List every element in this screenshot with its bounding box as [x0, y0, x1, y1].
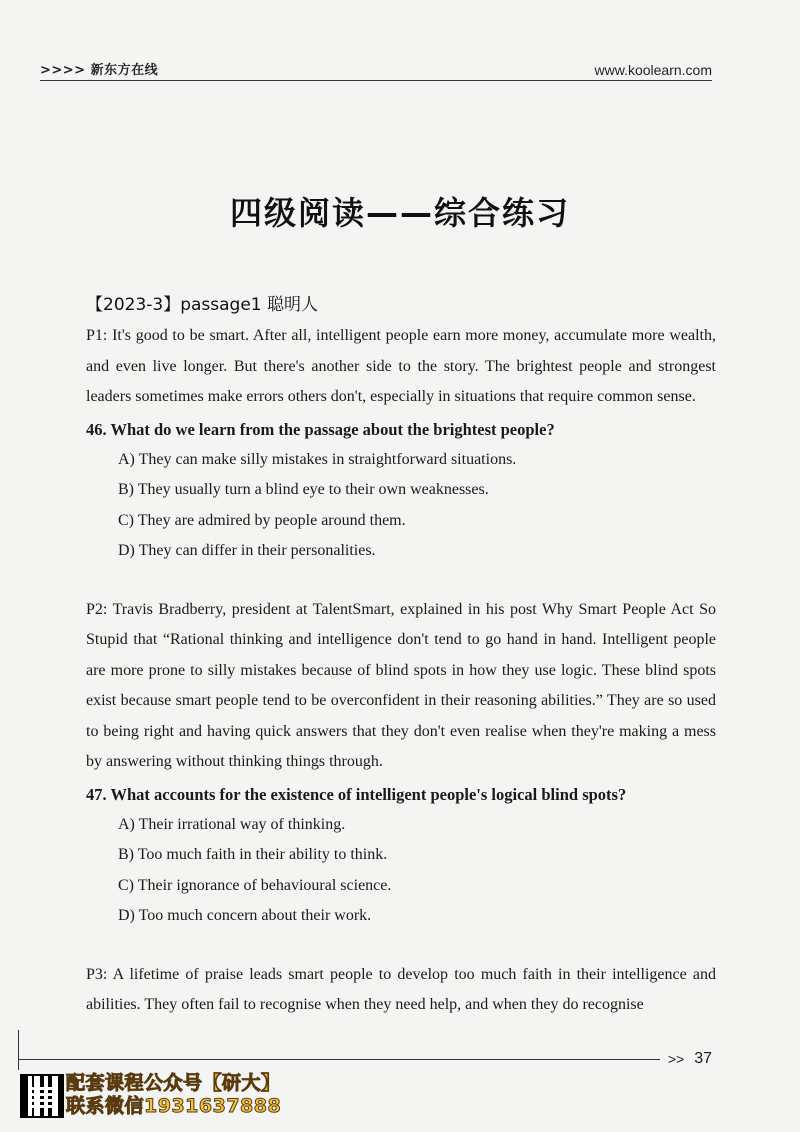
promo-line-1: 配套课程公众号【研大】 [66, 1072, 281, 1094]
main-content [86, 290, 716, 1021]
paragraph-p2: P2: Travis Bradberry, president at TalentSmart, explained in his post Why Smart People Act So Stupid that “Rational thinking and intelligence don't tend to go hand in hand. Intelligent people are more prone to silly mistakes because of blind spots in how they use logic. These blind spots exist because smart people tend to be overconfident in their reasoning abilities.” They are so used to being right and having quick answers that they don't even realise when they're making a mess by answering without thinking things through. [86, 600, 716, 770]
site-url: www.koolearn.com [594, 62, 712, 78]
question-47-options [118, 810, 716, 932]
page-title: 四级阅读——综合练习 [229, 194, 570, 232]
footer-arrows: >> [667, 1051, 685, 1067]
option-a: A) Their irrational way of thinking. [118, 815, 346, 833]
promo-line-2: 联系微信1931637888 [66, 1095, 282, 1117]
footer-rule [18, 1059, 660, 1060]
option-d: D) They can differ in their personalities. [118, 542, 376, 559]
option-b: B) They usually turn a blind eye to their own weaknesses. [118, 481, 489, 498]
qr-code-icon [20, 1074, 64, 1118]
promo-banner [66, 1072, 281, 1118]
option-c: C) They are admired by people around them. [118, 511, 406, 529]
option-a: A) They can make silly mistakes in straightforward situations. [118, 450, 517, 468]
question-46: 46. What do we learn from the passage about the brightest people? [86, 419, 555, 439]
option-d: D) Too much concern about their work. [118, 907, 372, 924]
question-46-options [118, 445, 716, 567]
page-header [40, 56, 712, 81]
option-c: C) Their ignorance of behavioural science. [118, 876, 392, 894]
question-47: 47. What accounts for the existence of intelligent people's logical blind spots? [86, 784, 627, 804]
paragraph-p3: P3: A lifetime of praise leads smart people to develop too much faith in their intelligence and abilities. They often fail to recognise when they need help, and when they do recognise [86, 965, 716, 1013]
page-number: 37 [694, 1050, 712, 1067]
page-footer [18, 1050, 712, 1068]
paragraph-p1: P1: It's good to be smart. After all, intelligent people earn more money, accumulate more wealth, and even live longer. But there's another side to the story. The brightest people and strongest leaders sometimes make errors others don't, especially in situations that require common sense. [86, 327, 716, 405]
brand-label: >>>> 新东方在线 [40, 63, 159, 78]
option-b: B) Too much faith in their ability to think. [118, 846, 388, 863]
section-heading: 【2023-3】passage1 聪明人 [86, 295, 319, 315]
